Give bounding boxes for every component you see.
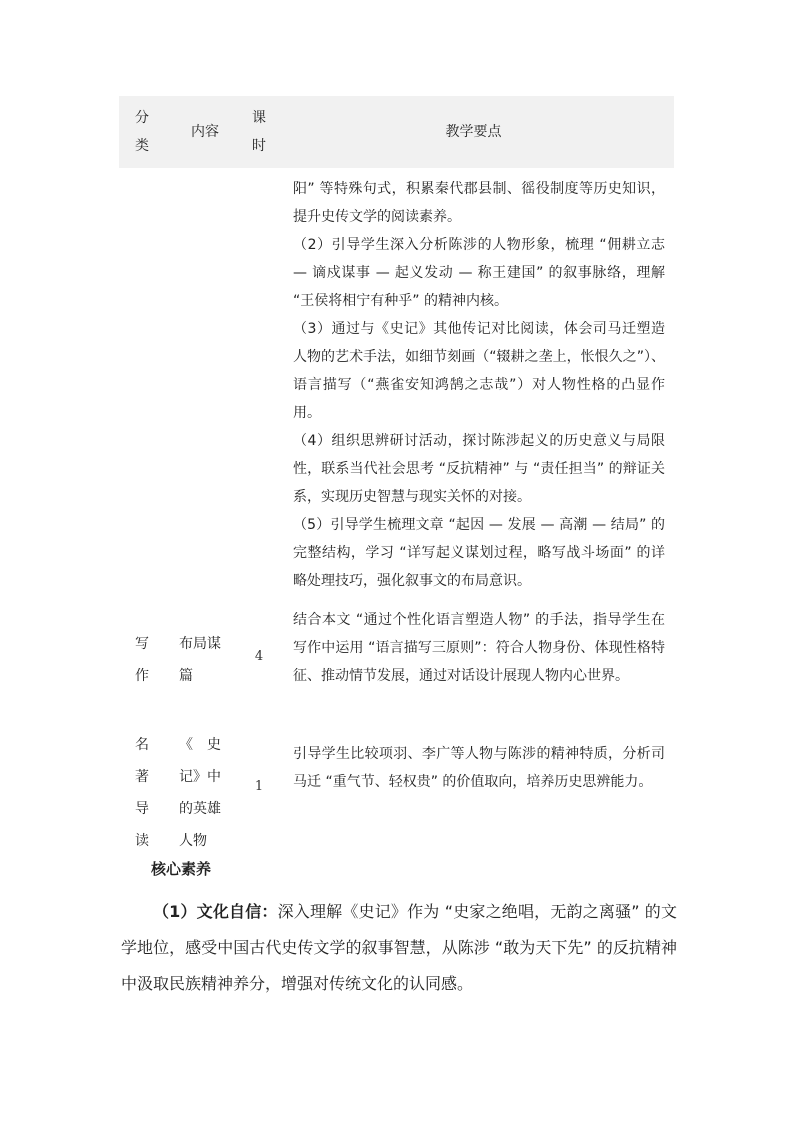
row2-content-line-1: 布局谋: [179, 636, 221, 652]
header-hours: [245, 104, 273, 160]
row1-point-4: （4）组织思辨研讨活动，探讨陈涉起义的历史意义与局限性，联系当代社会思考 “反抗精神” 与 “责任担当” 的辩证关系，实现历史智慧与现实关怀的对接。: [293, 433, 665, 505]
row3-category-char-4: 读: [135, 833, 149, 849]
row2-category: [119, 628, 165, 692]
paragraph-label: （1）文化自信：: [153, 902, 278, 921]
header-content: 内容: [191, 124, 219, 140]
row3-points: [293, 740, 665, 796]
row1-point-1: 阳” 等特殊句式，积累秦代郡县制、徭役制度等历史知识，提升史传文学的阅读素养。: [293, 181, 665, 225]
row1-point-2: （2）引导学生深入分析陈涉的人物形象，梳理 “佣耕立志 — 谪戍谋事 — 起义发动 — 称王建国” 的叙事脉络，理解 “王侯将相宁有种乎” 的精神内核。: [293, 237, 665, 309]
row2-points-text: 结合本文 “通过个性化语言塑造人物” 的手法，指导学生在写作中运用 “语言描写三原则”：符合人物身份、体现性格特征、推动情节发展，通过对话设计展现人物内心世界。: [293, 612, 665, 684]
paragraph-text: 深入理解《史记》作为 “史家之绝唱，无韵之离骚” 的文学地位，感受中国古代史传文学的叙事智慧，从陈涉 “敢为天下先” 的反抗精神中汲取民族精神养分，增强对传统文化的认同感。: [121, 902, 677, 993]
row3-content-line-3: 的英雄: [179, 801, 221, 817]
row3-hours: 1: [254, 779, 264, 794]
row2-category-char-2: 作: [135, 668, 149, 684]
header-category-text: 分类: [135, 110, 149, 154]
row2-points: [293, 606, 665, 690]
header-hours-text: 课时: [252, 110, 266, 154]
row1-points: [293, 175, 665, 595]
header-points: 教学要点: [445, 124, 502, 140]
row1-point-3: （3）通过与《史记》其他传记对比阅读，体会司马迁塑造人物的艺术手法，如细节刻画（“辍耕之垄上，怅恨久之”）、语言描写（“燕雀安知鸿鹄之志哉”）对人物性格的凸显作用。: [293, 321, 665, 421]
row2-category-char-1: 写: [135, 636, 149, 652]
core-literacy-paragraph: [121, 894, 677, 1002]
header-category: [119, 104, 165, 160]
table-header-row: [119, 96, 674, 168]
row3-content-line-1: 《 史: [179, 737, 221, 753]
row3-points-text: 引导学生比较项羽、李广等人物与陈涉的精神特质，分析司马迁 “重气节、轻权贵” 的价值取向，培养历史思辨能力。: [293, 746, 665, 790]
row2-hours: 4: [254, 649, 264, 664]
row3-content: [179, 729, 243, 857]
row3-content-line-4: 人物: [179, 833, 207, 849]
section-title: 核心素养: [151, 860, 212, 878]
row3-category-char-2: 著: [135, 769, 149, 785]
row3-category: [119, 729, 165, 857]
row3-content-line-2: 记》中: [179, 769, 221, 785]
row2-content: [179, 628, 239, 692]
row3-category-char-3: 导: [135, 801, 149, 817]
row2-content-line-2: 篇: [179, 668, 193, 684]
row3-category-char-1: 名: [135, 737, 149, 753]
row1-point-5: （5）引导学生梳理文章 “起因 — 发展 — 高潮 — 结局” 的完整结构，学习 “详写起义谋划过程，略写战斗场面” 的详略处理技巧，强化叙事文的布局意识。: [293, 517, 665, 589]
